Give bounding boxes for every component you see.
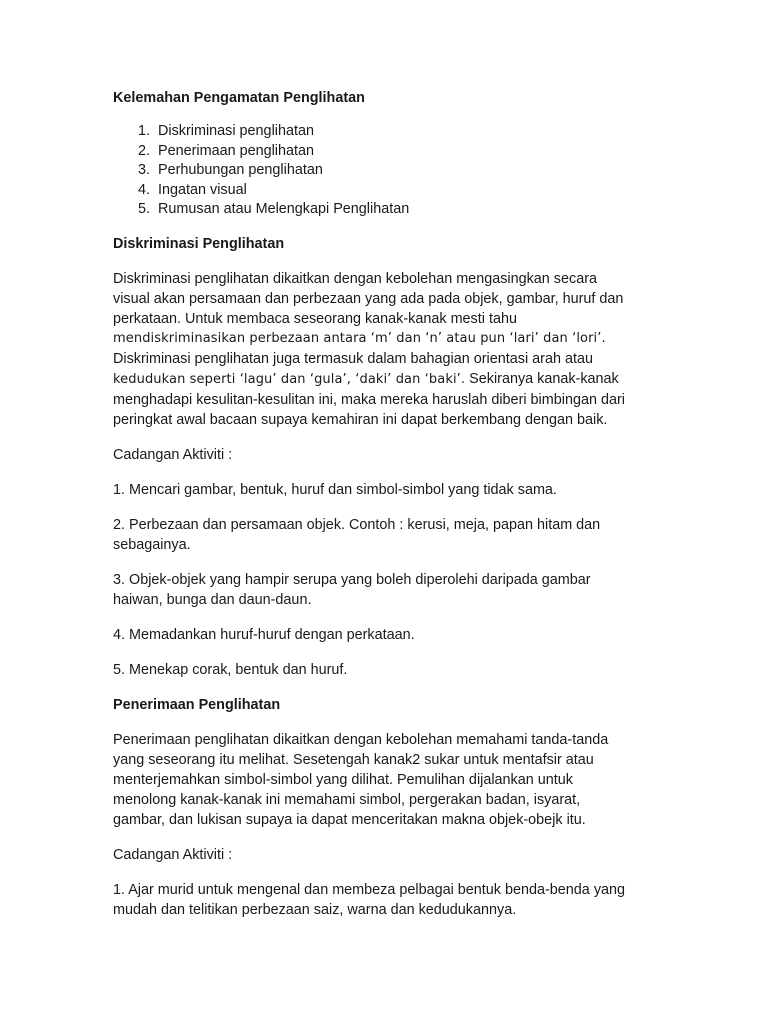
- paragraph-line: peringkat awal bacaan supaya kemahiran ini dapat berkembang dengan baik.: [113, 411, 608, 428]
- activity-item: 1. Ajar murid untuk mengenal dan membeza pelbagai bentuk benda-benda yang mudah dan telitikan perbezaan saiz, warna dan kedudukannya.: [113, 881, 626, 918]
- paragraph-line: perkataan. Untuk membaca seseorang kanak-kanak mesti tahu: [113, 310, 517, 327]
- topic-list: [113, 121, 653, 219]
- topic-list-item: 3. Perhubungan penglihatan: [138, 162, 323, 179]
- section-heading-diskriminasi: Diskriminasi Penglihatan: [113, 235, 285, 252]
- activity-item: 1. Mencari gambar, bentuk, huruf dan simbol-simbol yang tidak sama.: [113, 481, 557, 498]
- paragraph-line: Penerimaan penglihatan dikaitkan dengan kebolehan memahami tanda-tanda: [113, 731, 609, 748]
- activity-item: 2. Perbezaan dan persamaan objek. Contoh : kerusi, meja, papan hitam dan sebagainya.: [113, 516, 601, 553]
- document-title: Kelemahan Pengamatan Penglihatan: [113, 90, 365, 106]
- paragraph-line: gambar, dan lukisan supaya ia dapat menceritakan makna objek-obejk itu.: [113, 811, 586, 828]
- topic-label: Penerimaan penglihatan: [158, 142, 315, 159]
- activity-item: 4. Memadankan huruf-huruf dengan perkataan.: [113, 626, 415, 643]
- activity-item: 5. Menekap corak, bentuk dan huruf.: [113, 661, 348, 678]
- paragraph-line: mendiskriminasikan perbezaan antara ‘m’ dan ‘n’ atau pun ‘lari’ dan ‘lori’.: [113, 330, 606, 346]
- topic-list-item: 4. Ingatan visual: [138, 181, 247, 198]
- section-paragraph-diskriminasi: [113, 269, 653, 430]
- section-paragraph-penerimaan: [113, 730, 653, 830]
- paragraph-line: kedudukan seperti ‘lagu’ dan ‘gula’, ‘daki’ dan ‘baki’. Sekiranya kanak-kanak: [113, 370, 619, 387]
- paragraph-line: Diskriminasi penglihatan juga termasuk dalam bahagian orientasi arah atau: [113, 350, 593, 367]
- paragraph-line: menolong kanak-kanak ini memahami simbol, pergerakan badan, isyarat,: [113, 791, 581, 808]
- topic-label: Rumusan atau Melengkapi Penglihatan: [158, 201, 410, 218]
- topic-label: Diskriminasi penglihatan: [158, 123, 314, 139]
- paragraph-line: menghadapi kesulitan-kesulitan ini, maka mereka haruslah diberi bimbingan dari: [113, 391, 625, 408]
- paragraph-line: yang seseorang itu melihat. Sesetengah kanak2 sukar untuk mentafsir atau: [113, 751, 594, 768]
- topic-label: Ingatan visual: [158, 181, 247, 198]
- paragraph-line: Diskriminasi penglihatan dikaitkan dengan kebolehan mengasingkan secara: [113, 270, 597, 287]
- topic-list-item: 1. Diskriminasi penglihatan: [138, 123, 314, 139]
- paragraph-line: menterjemahkan simbol-simbol yang dilihat. Pemulihan dijalankan untuk: [113, 771, 573, 788]
- activities-label: Cadangan Aktiviti :: [113, 846, 233, 863]
- activities-label: Cadangan Aktiviti :: [113, 446, 233, 463]
- section-heading-penerimaan: Penerimaan Penglihatan: [113, 696, 281, 713]
- activity-item: 3. Objek-objek yang hampir serupa yang boleh diperolehi daripada gambar haiwan, bunga dan daun-daun.: [113, 571, 591, 608]
- document-page: [113, 88, 653, 920]
- topic-list-item: 5. Rumusan atau Melengkapi Penglihatan: [138, 201, 410, 218]
- topic-label: Perhubungan penglihatan: [158, 162, 323, 179]
- paragraph-line: visual akan persamaan dan perbezaan yang ada pada objek, gambar, huruf dan: [113, 290, 624, 307]
- topic-list-item: 2. Penerimaan penglihatan: [138, 142, 315, 159]
